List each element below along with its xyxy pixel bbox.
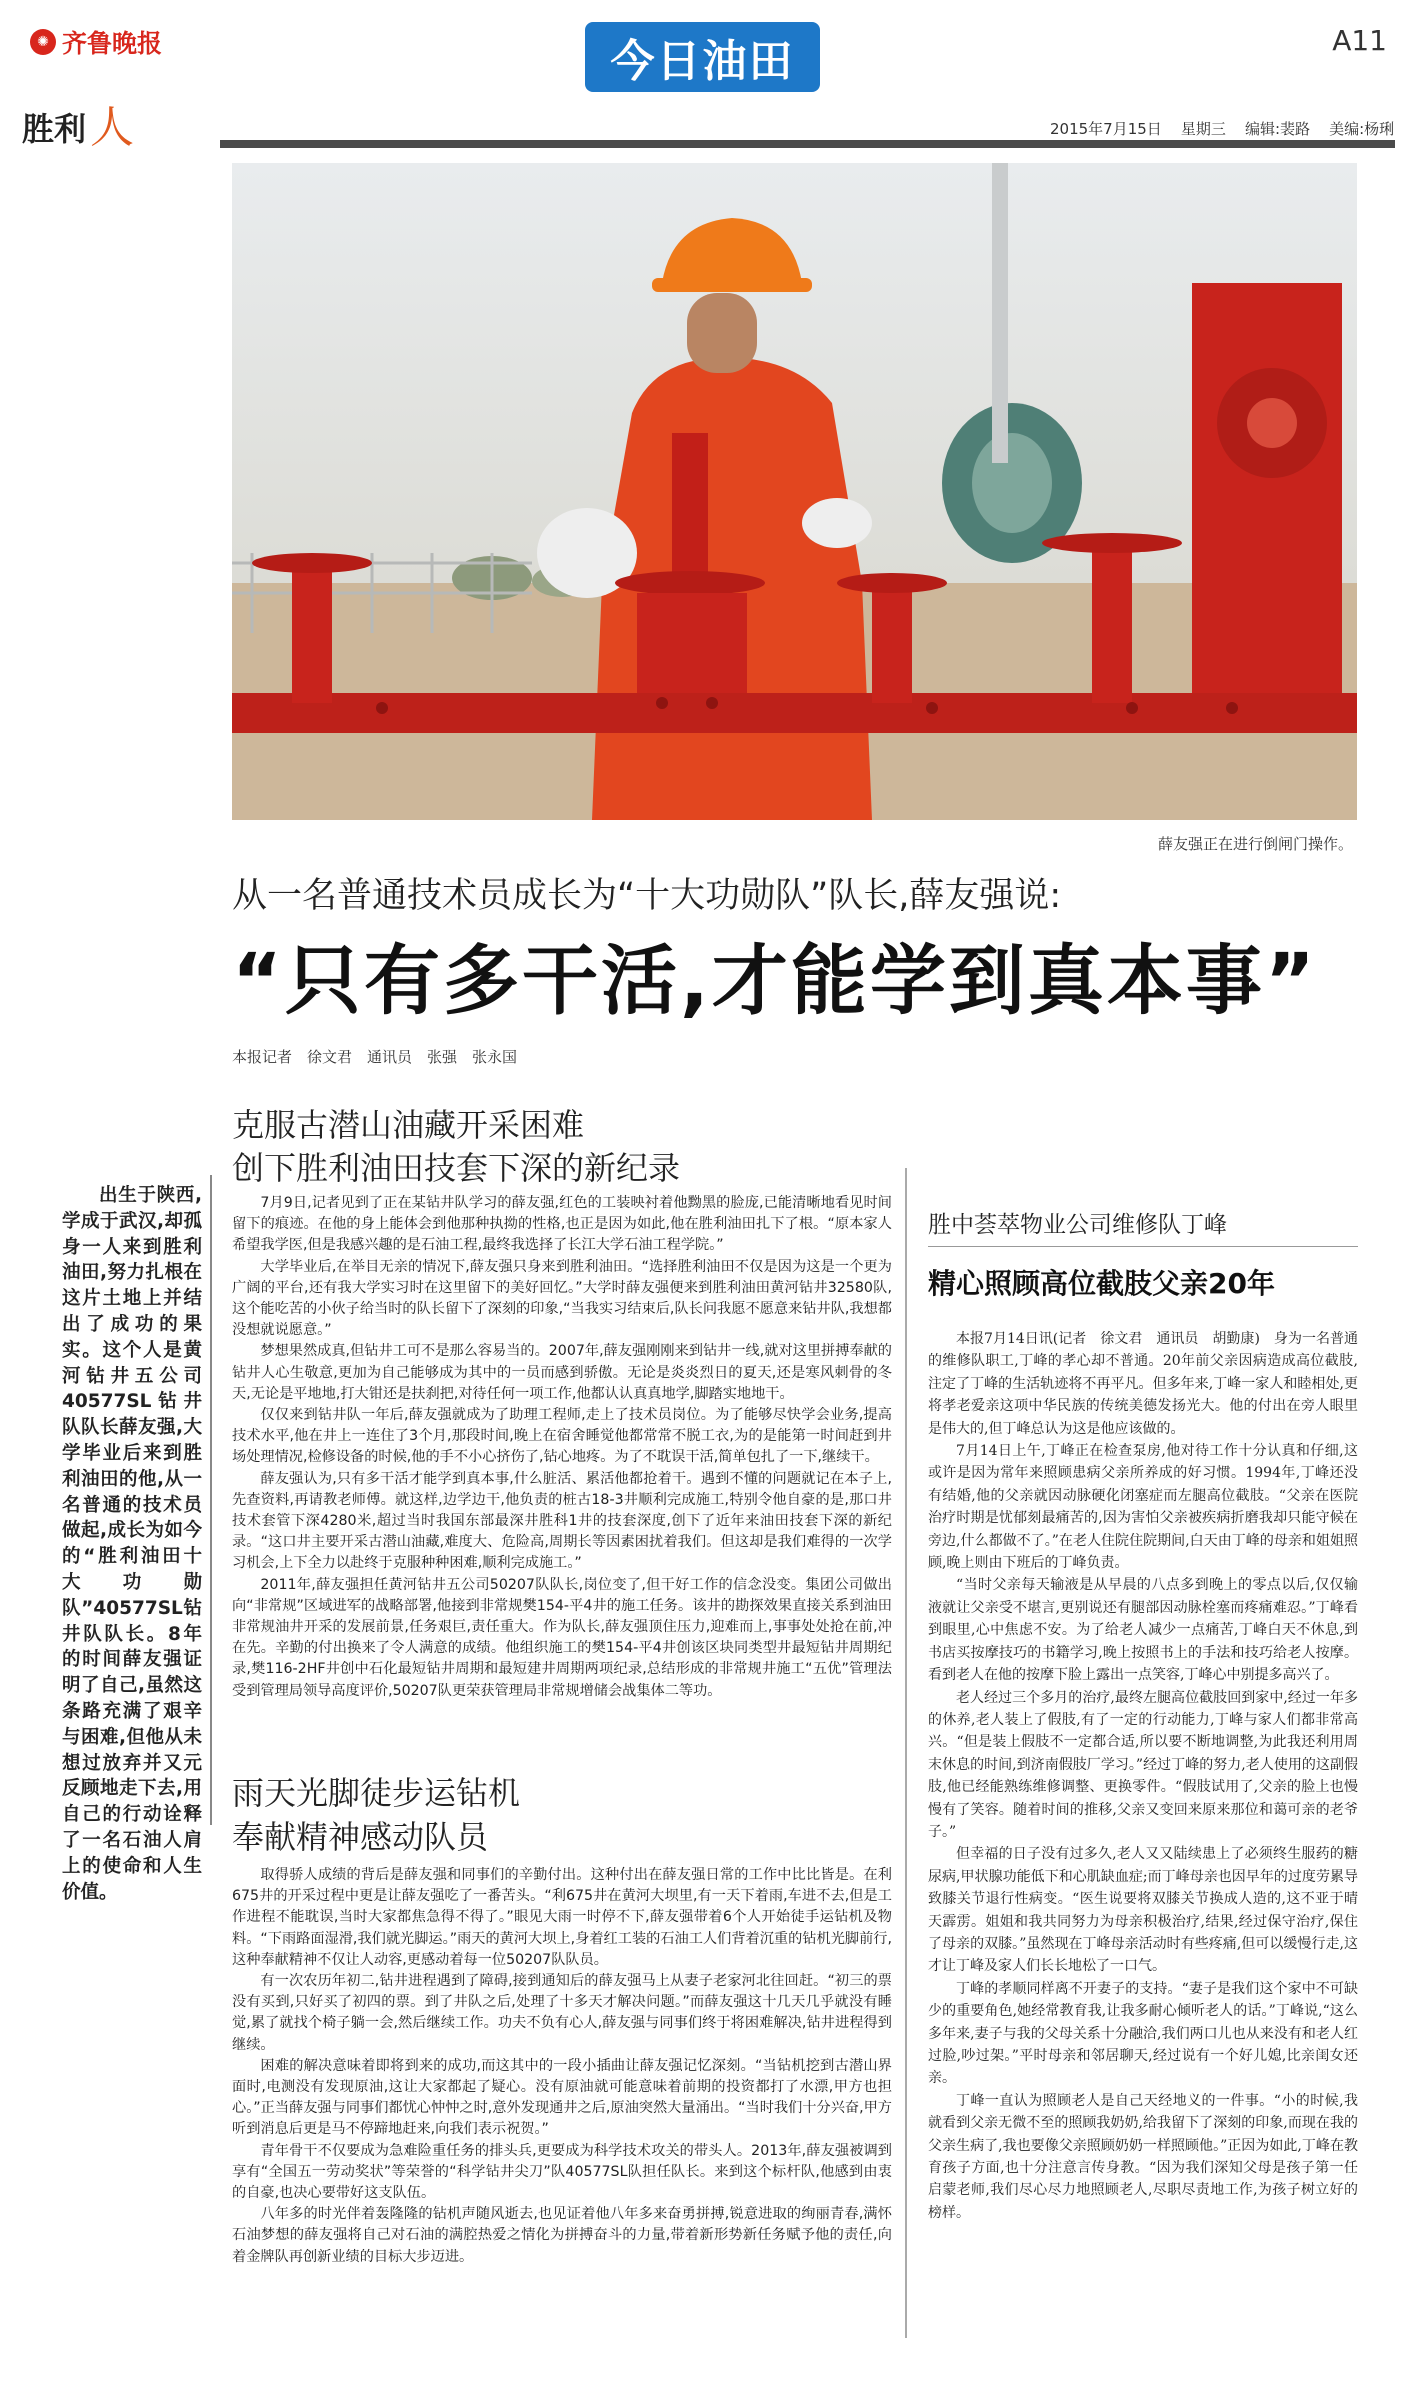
issue-date: 2015年7月15日 [1050,120,1162,138]
paragraph: 老人经过三个多月的治疗,最终左腿高位截肢回到家中,经过一年多的休养,老人装上了假肢,有了一定的行动能力,丁峰与家人们都非常高兴。“但是装上假肢不一定都合适,所以要不断地调整,为此我还利用周末休息的时间,到济南假肢厂学习。”经过丁峰的努力,老人使用的这副假肢,他已经能熟练维修调整、更换零件。“假肢试用了,父亲的脸上也慢慢有了笑容。随着时间的推移,父亲又变回来原来那位和蔼可亲的老爷子。” [928,1689,1358,1840]
article-byline: 本报记者 徐文君 通讯员 张强 张永国 [232,1048,518,1066]
worker-valve-illustration [232,163,1357,820]
person-glyph-icon: 人 [90,102,135,153]
issue-weekday: 星期三 [1180,120,1226,138]
paragraph: 丁峰的孝顺同样离不开妻子的支持。“妻子是我们这个家中不可缺少的重要角色,她经常教育我,让我多耐心倾听老人的话。”丁峰说,“这么多年来,妻子与我的父母关系十分融洽,我们两口儿也从来没有和老人红过脸,吵过架。”平时母亲和邻居聊天,经过说有一个好儿媳,比亲闺女还亲。 [928,1980,1358,2087]
article-section-2 [232,1865,892,2268]
intro-column [62,1183,202,1905]
page-number: A11 [1332,24,1387,57]
photo-caption: 薛友强正在进行倒闸门操作。 [1157,835,1353,853]
paragraph: 薛友强认为,只有多干活才能学到真本事,什么脏活、累活他都抢着干。遇到不懂的问题就记在本子上,先查资料,再请教老师傅。就这样,边学边干,他负责的桩古18-3井顺利完成施工,特别令他自豪的是,那口井技术套管下深4280米,超过当时我国东部最深井胜科1井的技套深度,创下了近年来油田技套下深的新纪录。“这口井主要开采古潜山油藏,难度大、危险高,周期长等因素困扰着我们。但这却是我们难得的一次学习机会,上下全力以赴终于克服种种困难,顺利完成施工。” [232,1470,892,1572]
subhead-2-line-1: 雨天光脚徒步运钻机 [232,1774,521,1812]
subhead-1-line-2: 创下胜利油田技套下深的新纪录 [232,1149,681,1187]
article-section-1 [232,1193,892,1702]
paragraph: 仅仅来到钻井队一年后,薛友强就成为了助理工程师,走上了技术员岗位。为了能够尽快学会业务,提高技术水平,他在井上一连住了3个月,那段时间,晚上在宿舍睡觉他都常常不脱工衣,为的是能第一时间赶到井场处理情况,检修设备的时候,他的手不小心挤伤了,钻心地疼。为了不耽误干活,简单包扎了一下,继续干。 [232,1407,892,1466]
paragraph: 7月14日上午,丁峰正在检查泵房,他对待工作十分认真和仔细,这或许是因为常年来照顾患病父亲所养成的好习惯。1994年,丁峰还没有结婚,他的父亲就因动脉硬化闭塞症而左腿高位截肢。“父亲在医院治疗时期是忧郁刻最痛苦的,因为害怕父亲被疾病折磨我却只能守候在旁边,什么都做不了。”在老人住院住院期间,白天由丁峰的母亲和姐姐照顾,晚上则由下班后的丁峰负责。 [928,1443,1358,1572]
side-article-title: 精心照顾高位截肢父亲20年 [928,1267,1275,1300]
article-kicker: 从一名普通技术员成长为“十大功勋队”队长,薛友强说: [232,876,1062,916]
paragraph: 本报7月14日讯(记者 徐文君 通讯员 胡勤康) 身为一名普通的维修队职工,丁峰的孝心却不普通。20年前父亲因病造成高位截肢,注定了丁峰的生活轨迹将不再平凡。但多年来,丁峰一家人和睦相处,更将孝老爱亲这项中华民族的传统美德发扬光大。他的付出在旁人眼里是伟大的,但丁峰总认为这是他应该做的。 [928,1331,1358,1437]
lead-photo [232,163,1357,820]
logo-emblem-icon: ✺ [30,29,56,55]
subhead-2-line-2: 奉献精神感动队员 [232,1818,489,1856]
paragraph: 大学毕业后,在举目无亲的情况下,薛友强只身来到胜利油田。“选择胜利油田不仅是因为这是一个更为广阔的平台,还有我大学实习时在这里留下的美好回忆。”大学时薛友强便来到胜利油田黄河钻井32580队,这个能吃苦的小伙子给当时的队长留下了深刻的印象,“当我实习结束后,队长问我愿不愿意来钻井队,我想都没想就说愿意。” [232,1258,892,1339]
logo-text: 齐鲁晚报 [62,29,163,58]
intro-text: 出生于陕西,学成于武汉,却孤身一人来到胜利油田,努力扎根在这片土地上并结出了成功的果实。这个人是黄河钻井五公司40577SL钻井队队长薛友强,大学毕业后来到胜利油田的他,从一名普通的技术员做起,成长为如今的“胜利油田十大功勋队”40577SL钻井队队长。8年的时间薛友强证明了自己,虽然这条路充满了艰辛与困难,但他从未想过放弃并又元反顾地走下去,用自己的行动诠释了一名石油人肩上的使命和人生价值。 [62,1185,202,1903]
side-article-body [928,1328,1358,2224]
paragraph: 2011年,薛友强担任黄河钻井五公司50207队队长,岗位变了,但干好工作的信念没变。集团公司做出向“非常规”区域进军的战略部署,他接到非常规樊154-平4井的施工任务。该井的勘探效果直接关系到油田非常规油井开采的发展前景,任务艰巨,责任重大。作为队长,薛友强顶住压力,迎难而上,事事处处抢在前,冲在先。辛勤的付出换来了令人满意的成绩。他组织施工的樊154-平4井创该区块同类型井最短钻井周期纪录,樊116-2HF井创中石化最短钻井周期和最短建井周期两项纪录,总结形成的非常规井施工“五优”管理法受到管理局领导高度评价,50207队更荣获管理局非常规增储会战集体二等功。 [232,1576,892,1699]
paragraph: 青年骨干不仅要成为急难险重任务的排头兵,更要成为科学技术攻关的带头人。2013年,薛友强被调到享有“全国五一劳动奖状”等荣誉的“科学钻井尖刀”队40577SL队担任队长。来到这个标杆队,他感到由衷的自豪,也决心要带好这支队伍。 [232,2142,892,2202]
paragraph: 梦想果然成真,但钻井工可不是那么容易当的。2007年,薛友强刚刚来到钻井一线,就对这里拼搏奉献的钻井人心生敬意,更加为自己能够成为其中的一员而感到骄傲。无论是炎炎烈日的夏天,还是寒风刺骨的冬天,无论是平地地,打大钳还是扶刹把,对待任何一项工作,他都认认真真地学,脚踏实地地干。 [232,1343,892,1402]
section-banner: 今日油田 [585,22,820,92]
paragraph: “当时父亲每天输液是从早晨的八点多到晚上的零点以后,仅仅输液就让父亲受不堪言,更别说还有腿部因动脉栓塞而疼痛难忍。”丁峰看到眼里,心中焦虑不安。为了给老人减少一点痛苦,丁峰白天不休息,到书店买按摩技巧的书籍学习,晚上按照书上的手法和技巧给老人按摩。看到老人在他的按摩下脸上露出一点笑容,丁峰心中别提多高兴了。 [928,1577,1358,1684]
paragraph: 有一次农历年初二,钻井进程遇到了障碍,接到通知后的薛友强马上从妻子老家河北往回赶。“初三的票没有买到,只好买了初四的票。到了井队之后,处理了十多天才解决问题。”而薛友强这十几天几乎就没有睡觉,累了就找个椅子躺一会,然后继续工作。功夫不负有心人,薛友强与同事们终于将困难解决,钻井进程得到继续。 [232,1973,892,2053]
newspaper-logo [30,22,210,62]
article-title: “只有多干活,才能学到真本事” [232,936,1318,1025]
paragraph: 7月9日,记者见到了正在某钻井队学习的薛友强,红色的工装映衬着他黝黑的脸庞,已能清晰地看见时间留下的痕迹。在他的身上能体会到他那种执拗的性格,也正是因为如此,他在胜利油田扎下了根。“原本家人希望我学医,但是我感兴趣的是石油工程,最终我选择了长江大学石油工程学院。” [232,1195,892,1254]
subhead-1-line-1: 克服古潜山油藏开采困难 [232,1106,585,1144]
paragraph: 但幸福的日子没有过多久,老人又又陆续患上了必须终生服药的糖尿病,甲状腺功能低下和心肌缺血症;而丁峰母亲也因早年的过度劳累导致膝关节退行性病变。“医生说要将双膝关节换成人造的,这不亚于晴天霹雳。姐姐和我共同努力为母亲积极治疗,结果,经过保守治疗,保住了母亲的双膝。”虽然现在丁峰母亲活动时有些疼痛,但可以缓慢行走,这才让丁峰及家人们长长地松了一口气。 [928,1846,1358,1975]
paragraph: 丁峰一直认为照顾老人是自己天经地义的一件事。“小的时候,我就看到父亲无微不至的照顾我奶奶,给我留下了深刻的印象,而现在我的父亲生病了,我也要像父亲照顾奶奶一样照顾他。”正因为如此,丁峰在教育孩子方面,也十分注意言传身教。“因为我们深知父母是孩子第一任启蒙老师,我们尽心尽力地照顾老人,尽职尽责地工作,为孩子树立好的榜样。 [928,2092,1358,2221]
paragraph: 困难的解决意味着即将到来的成功,而这其中的一段小插曲让薛友强记忆深刻。“当钻机挖到古潜山界面时,电测没有发现原油,这让大家都起了疑心。没有原油就可能意味着前期的投资都打了水漂,甲方也担心。”正当薛友强与同事们都忧心忡忡之时,意外发现通井之后,原油突然大量涌出。“当时我们十分兴奋,甲方听到消息后更是马不停蹄地赶来,向我们表示祝贺。” [232,2057,892,2138]
page-meta [1050,118,1394,139]
header-rule [220,140,1395,148]
editor-credit: 编辑:裴路 [1244,120,1311,138]
paragraph: 八年多的时光伴着轰隆隆的钻机声随风逝去,也见证着他八年多来奋勇拼搏,锐意进取的绚丽青春,满怀石油梦想的薛友强将自己对石油的满腔热爱之情化为拼搏奋斗的力量,带着新形势新任务赋予他的责任,向着金牌队再创新业绩的目标大步迈进。 [232,2206,892,2265]
column-name: 胜利 [22,110,87,148]
column-divider [905,1168,907,2338]
designer-credit: 美编:杨琍 [1329,120,1395,138]
column-tag [22,100,222,153]
side-article-rule [928,1246,1358,1247]
side-article-kicker: 胜中荟萃物业公司维修队丁峰 [928,1212,1227,1238]
paragraph: 取得骄人成绩的背后是薛友强和同事们的辛勤付出。这种付出在薛友强日常的工作中比比皆是。在利675井的开采过程中更是让薛友强吃了一番苦头。“利675井在黄河大坝里,有一天下着雨,车进不去,但是工作进程不能耽误,当时大家都焦急得不得了。”眼见大雨一时停不下,薛友强带着6个人开始徒手运钻机及物料。“下雨路面湿滑,我们就光脚运。”雨天的黄河大坝上,身着红工装的石油工人们背着沉重的钻机光脚前行,这种奉献精神不仅让人动容,更感动着每一位50207队队员。 [232,1867,892,1968]
column-divider [210,1175,212,1825]
